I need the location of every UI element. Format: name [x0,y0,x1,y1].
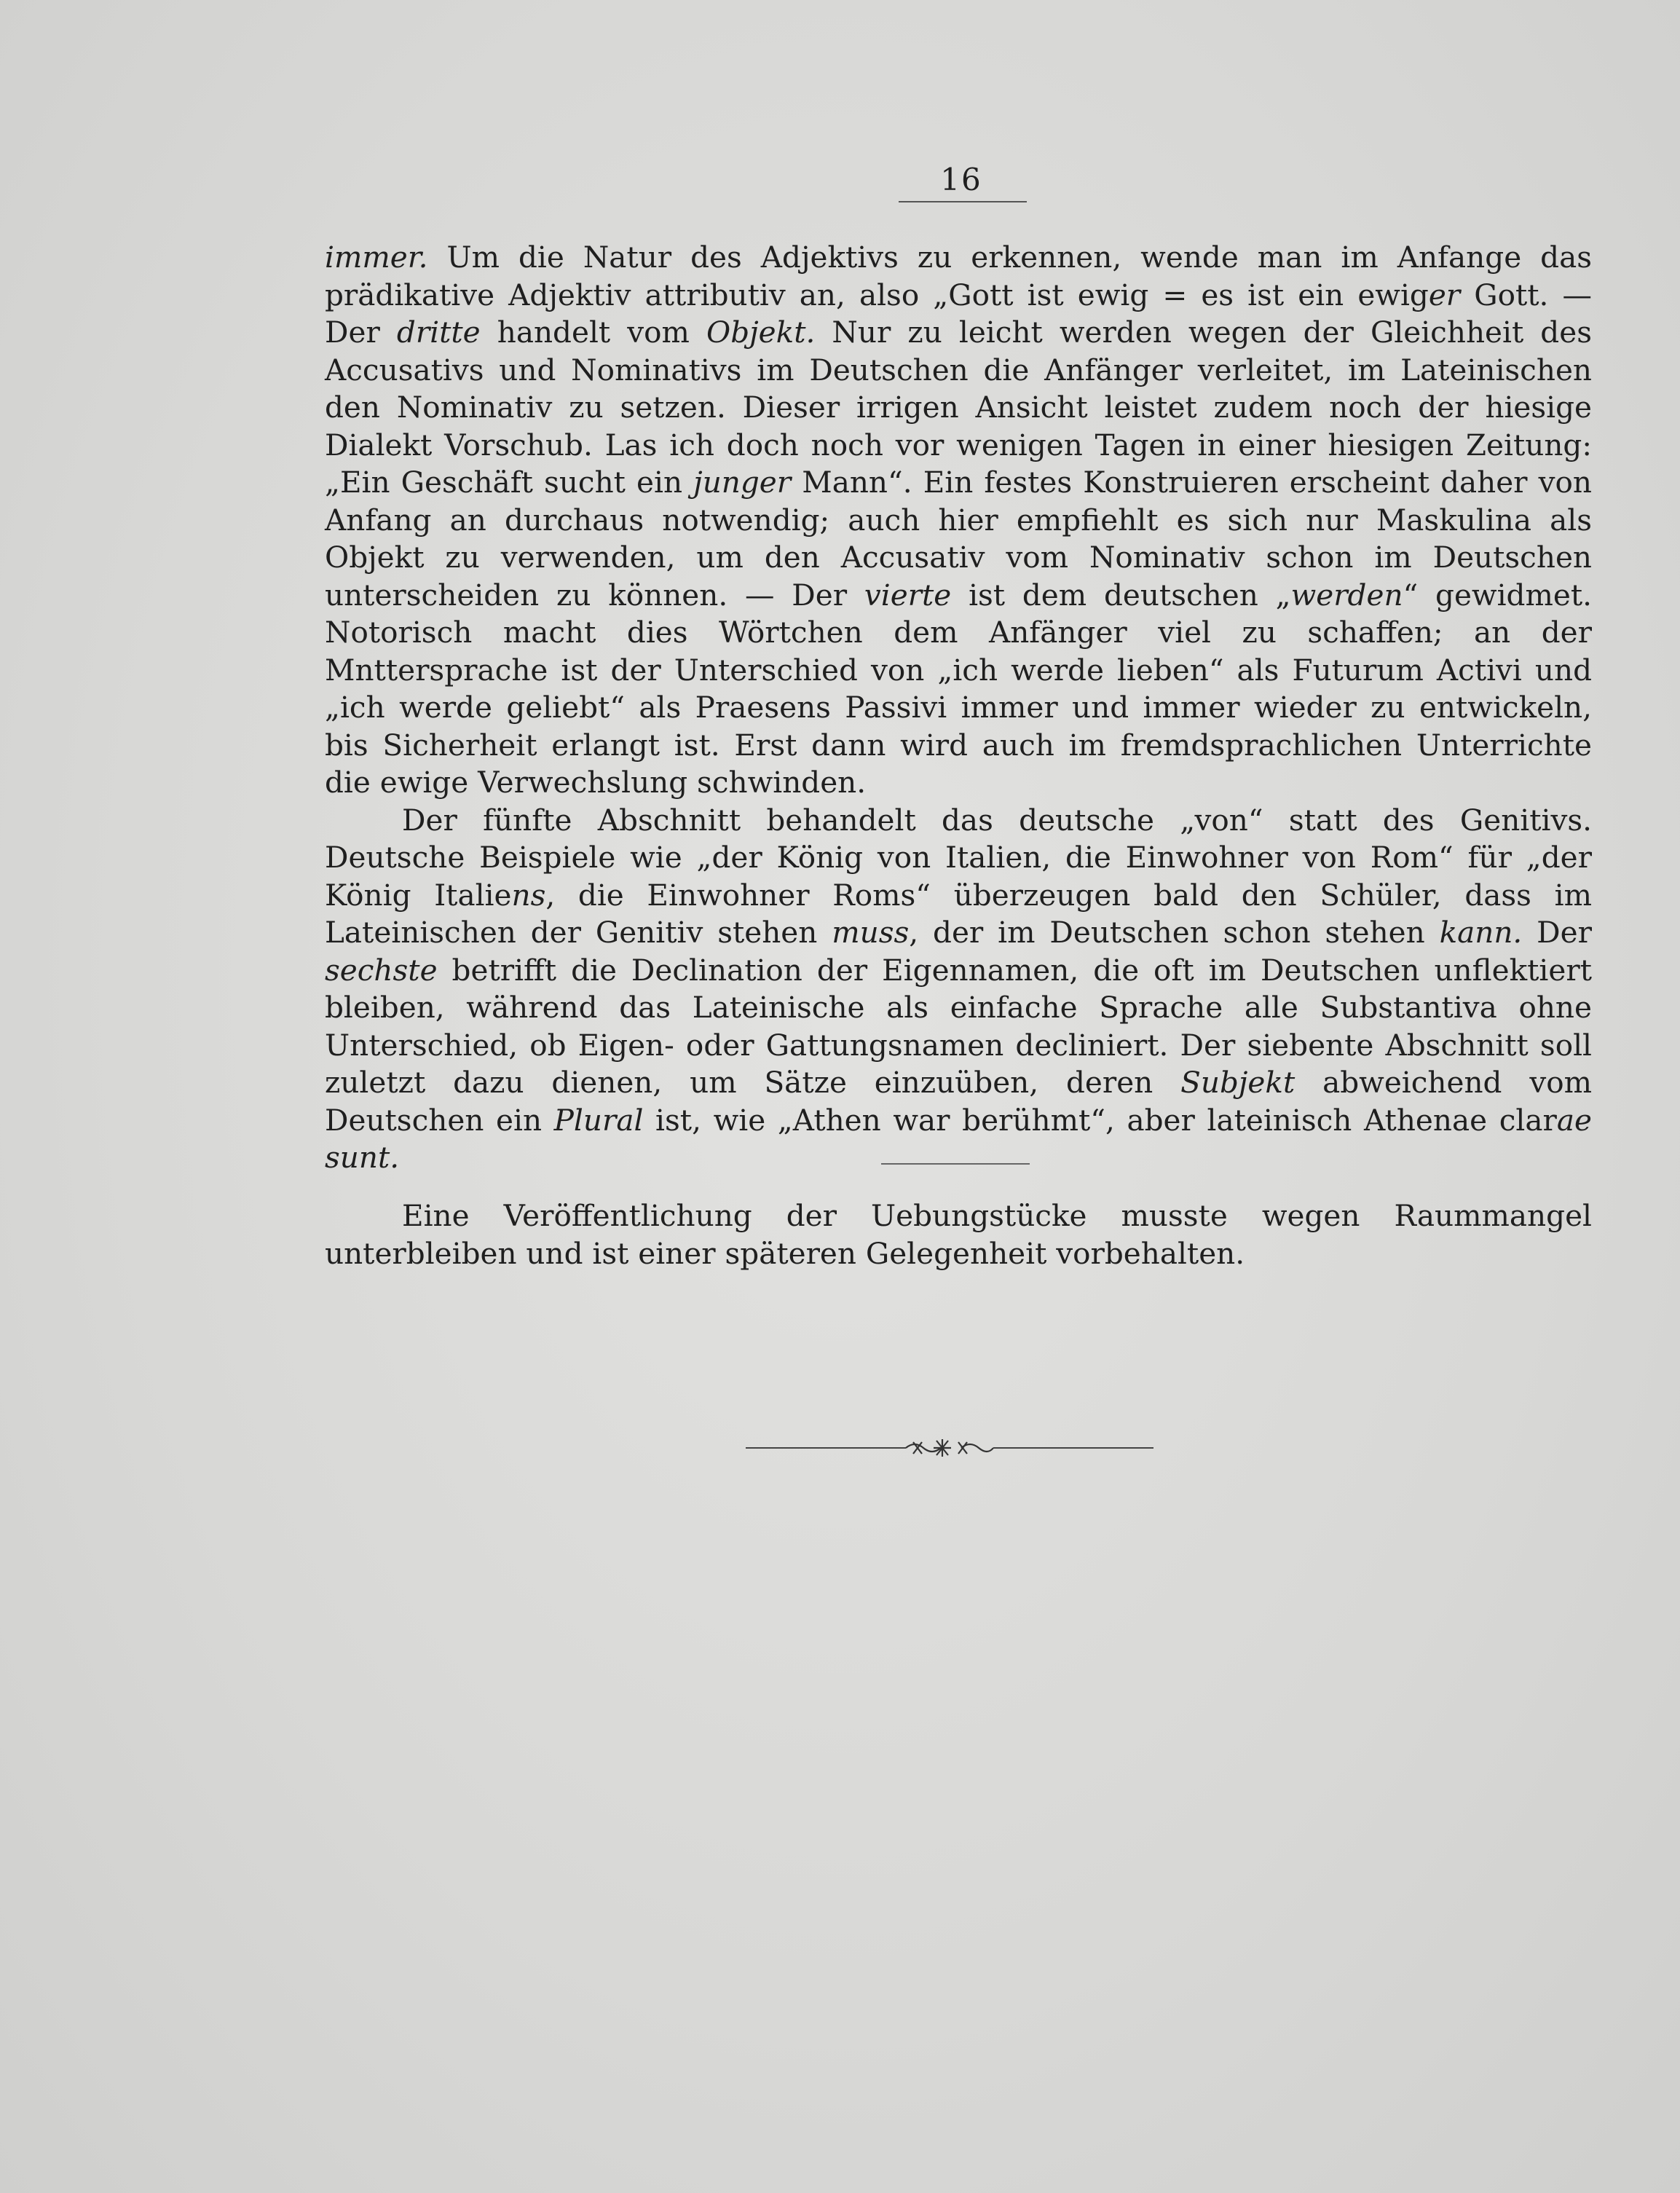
italic-word: dritte [396,315,481,350]
italic-word: er [1428,277,1461,312]
text-run: Der [1522,915,1592,950]
text-run: ist dem deutschen „ [951,577,1291,613]
text-run: abweichend vom Deutschen ein [325,1065,1592,1138]
note-paragraph: Eine Veröffentlichung der Uebungstücke musste wegen Raummangel unterbleiben und ist einer späteren Gelegenheit vorbehalten. [325,1198,1592,1271]
italic-word: Objekt. [706,315,816,350]
page-number-rule [899,201,1027,202]
text-run: Der fünfte Abschnitt behandelt das deutsche „von“ statt des Genitivs. Deutsche Beispiele wie „der König von Italien, die Einwohner von Rom“ für „der König Italie [325,802,1592,913]
text-run: Nur zu leicht werden wegen der Gleichheit des Accusativs und Nominativs im Deutschen die Anfänger verleitet, im Lateinischen den Nominativ zu setzen. Dieser irrigen Ansicht leistet zudem noch der hiesige Dialekt Vorschub. Las ich doch noch vor wenigen Tagen in einer hiesigen Zeitung: „Ein Geschäft sucht ein [325,315,1592,500]
section-divider [881,1163,1030,1165]
italic-word: sechste [325,952,438,988]
italic-word: vierte [864,577,952,613]
page-number: 16 [940,162,982,197]
paragraph-1 [325,239,1592,802]
italic-word: junger [693,465,792,500]
text-run: ist, wie „Athen war berühmt“, aber lateinisch Athenae clar [643,1102,1557,1138]
closing-note [325,1197,1592,1272]
italic-word: werden [1290,577,1403,613]
text-run: “ gewidmet. Notorisch macht dies Wörtchen dem Anfänger viel zu schaffen; an der Mnttersprache ist der Unterschied von „ich werde lieben“ als Futurum Activi und „ich werde geliebt“ als Praesens Passivi immer und immer wieder zu entwickeln, bis Sicherheit erlangt ist. Erst dann wird auch im fremdsprachlichen Unterrichte die ewige Verwechslung schwinden. [325,577,1592,800]
text-run: , die Einwohner Roms“ überzeugen bald den Schüler, dass im Lateinischen der Genitiv stehen [325,877,1592,950]
text-run: Gott. — Der [325,277,1592,350]
ornament-divider [746,1433,1153,1462]
italic-word: Subjekt [1180,1065,1296,1100]
italic-word: immer. [325,240,428,275]
italic-word: kann. [1439,915,1523,950]
ornament-flourish [906,1439,993,1457]
italic-word: ns [511,877,546,913]
body-text [325,239,1592,1177]
italic-word: muss [832,915,910,950]
text-run: betrifft die Declination der Eigennamen, die oft im Deutschen unflektiert bleiben, während das Lateinische als einfache Sprache alle Substantiva ohne Unterschied, ob Eigen- oder Gattungsnamen decliniert. Der siebente Abschnitt soll zuletzt dazu dienen, um Sätze einzuüben, deren [325,952,1592,1100]
paragraph-2 [325,802,1592,1177]
text-run: handelt vom [480,315,706,350]
text-run: Um die Natur des Adjektivs zu erkennen, wende man im Anfange das prädikative Adjektiv attributiv an, also „Gott ist ewig = es ist ein ewig [325,240,1592,312]
text-run: , der im Deutschen schon stehen [909,915,1440,950]
italic-word: ae sunt. [325,1102,1592,1175]
italic-word: Plural [553,1102,644,1138]
text-run: Mann“. Ein festes Konstruieren erscheint daher von Anfang an durchaus notwendig; auch hier empfiehlt es sich nur Maskulina als Objekt zu verwenden, um den Accusativ vom Nominativ schon im Deutschen unterscheiden zu können. — Der [325,465,1592,613]
